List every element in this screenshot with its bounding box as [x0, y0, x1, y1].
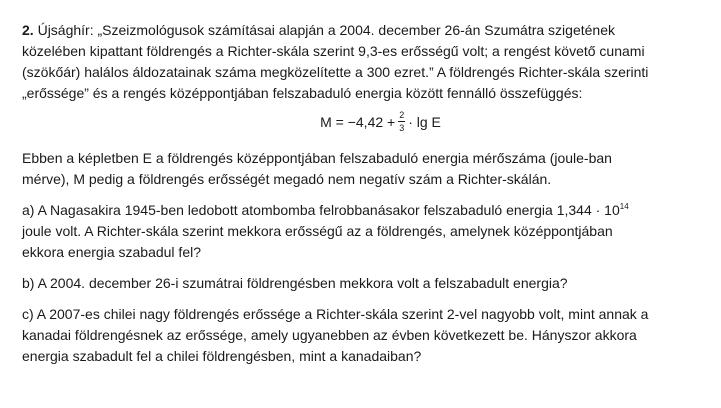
formula-row — [22, 110, 699, 142]
formula-right: · lg E — [408, 113, 441, 130]
part-a-exponent: 14 — [619, 202, 629, 211]
intro-line-3: (szökőár) halálos áldozatainak száma megközelítette a 300 ezret.” A földrengés Richter-skála szerinti — [22, 64, 649, 80]
fraction-bar — [398, 121, 405, 122]
problem-number: 2. — [22, 22, 34, 38]
formula-fraction — [398, 110, 405, 133]
formula-left: M = −4,42 + — [320, 113, 396, 130]
part-b — [22, 273, 699, 294]
problem-intro — [22, 20, 699, 104]
part-a-line-3: ekkora energia szabadul fel? — [22, 244, 202, 260]
part-c-line-2: kanadai földrengésnek az erőssége, amely ugyanebben az évben következett be. Hányszor akkora — [22, 327, 637, 343]
part-c-line-1: c) A 2007-es chilei nagy földrengés erőssége a Richter-skála szerint 2-vel nagyobb volt, mint annak a — [22, 306, 649, 322]
explanation — [22, 148, 699, 190]
explain-line-2: mérve), M pedig a földrengés erősségét megadó nem negatív szám a Richter-skálán. — [22, 171, 552, 187]
intro-line-4: „erőssége” és a rengés középpontjában felszabaduló energia között fennálló összefüggés: — [22, 85, 583, 101]
part-a-line-2: joule volt. A Richter-skála szerint mekkora erősségű az a földrengés, amelynek középpontjában — [22, 223, 613, 239]
part-b-line-1: b) A 2004. december 26-i szumátrai földrengésben mekkora volt a felszabadult energia? — [22, 275, 568, 291]
part-c-line-3: energia szabadult fel a chilei földrengésben, mint a kanadaiban? — [22, 348, 422, 364]
intro-line-1-text: Újsághír: „Szeizmológusok számításai alapján a 2004. december 26-án Szumátra szigetének — [33, 22, 615, 38]
part-a-line-1-text: a) A Nagasakira 1945-ben ledobott atombomba felrobbanásakor felszabaduló energia 1,344 · 10 — [22, 202, 620, 218]
fraction-numerator: 2 — [399, 110, 405, 120]
part-a-line-1 — [22, 200, 699, 221]
intro-line-2: közelében kipattant földrengés a Richter-skála szerint 9,3-es erősségű volt; a rengést követő cunami — [22, 43, 645, 59]
part-c — [22, 304, 699, 367]
fraction-denominator: 3 — [399, 123, 405, 133]
explain-line-1: Ebben a képletben E a földrengés középpontjában felszabaduló energia mérőszáma (joule-ban — [22, 150, 612, 166]
richter-formula — [320, 110, 441, 133]
intro-line-1 — [22, 20, 699, 41]
part-a — [22, 200, 699, 263]
